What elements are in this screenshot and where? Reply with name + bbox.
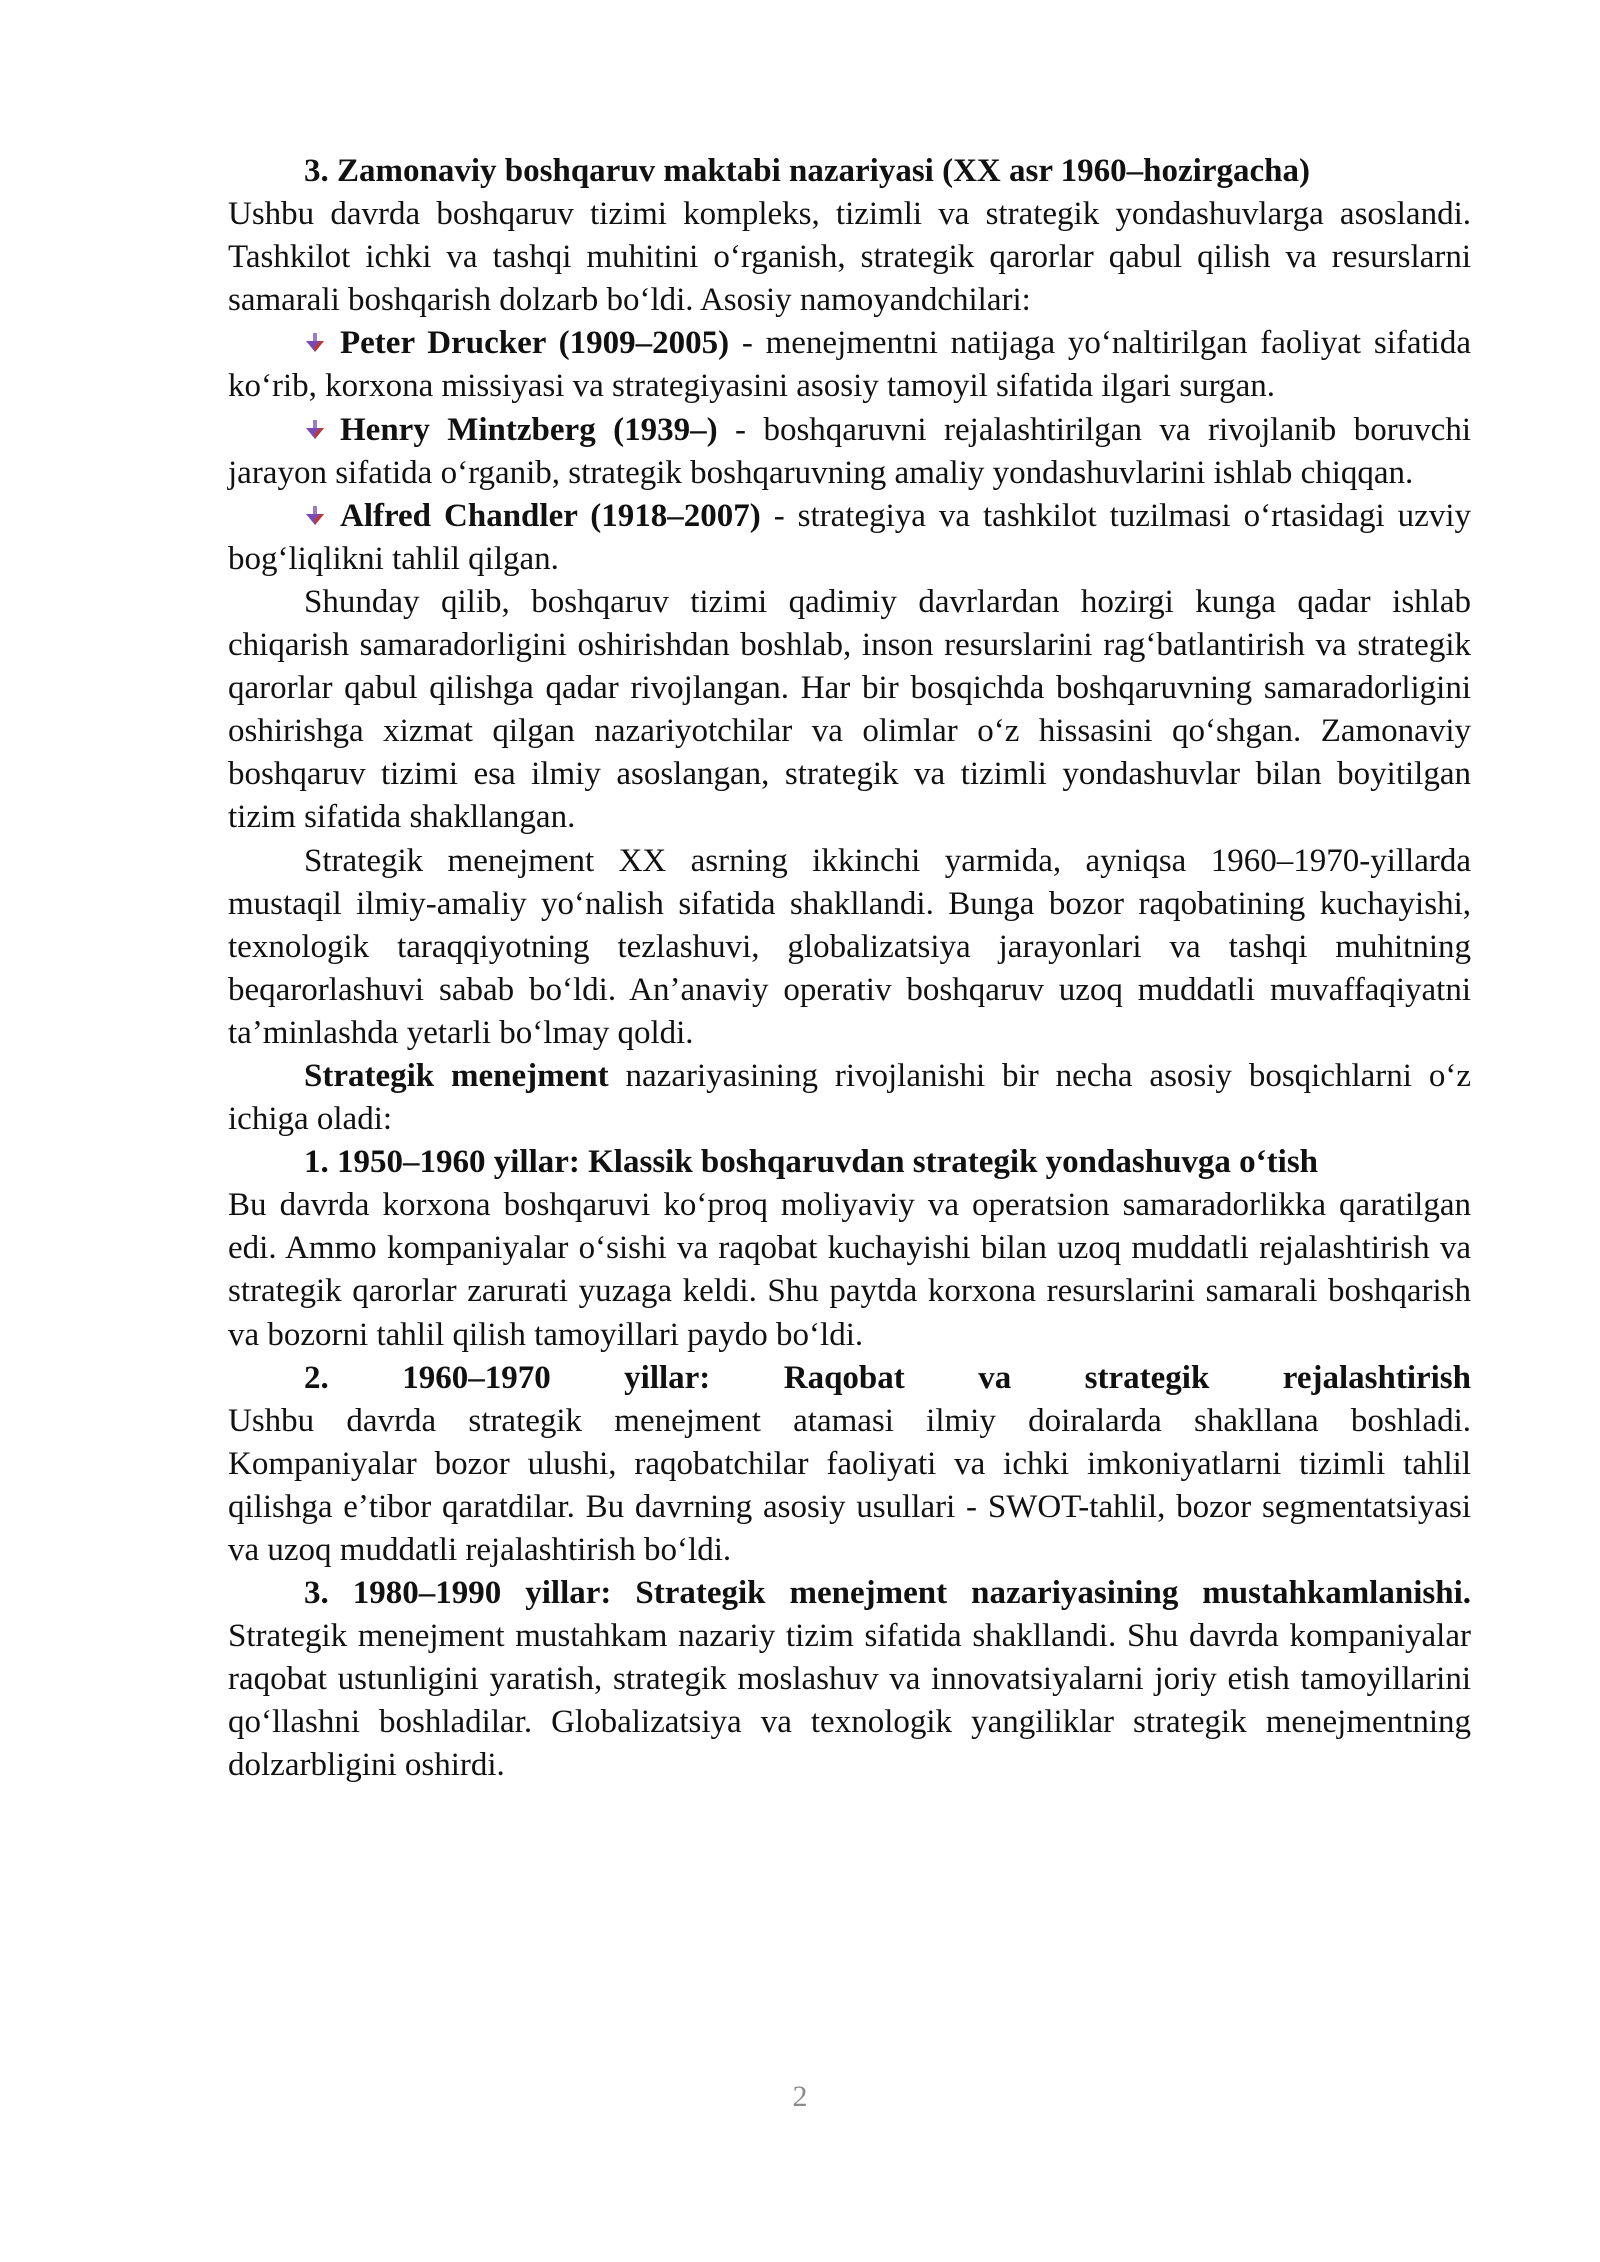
down-arrow-icon xyxy=(304,332,326,354)
stage2-body: Ushbu davrda strategik menejment atamasi ilmiy doiralarda shakllana boshladi. Kompaniyalar bozor ulushi, raqobatchilar faoliyati va ichki imkoniyatlarni tizimli tahlil qilishga eʼtibor qaratdilar. Bu davrning asosiy usullari - SWOT-tahlil, bozor segmentatsiyasi va uzoq muddatli rejalashtirish boʻldi. xyxy=(228,1402,1471,1568)
stages-intro-bold: Strategik menejment xyxy=(304,1057,609,1094)
representative-text: - boshqaruvni rejalashtirilgan va rivojlanib boruvchi jarayon sifatida oʻrganib, strategik boshqaruvning amaliy yondashuvlarini ishlab chiqqan. xyxy=(228,411,1471,491)
stage1-block xyxy=(228,1141,1471,1356)
stage3-block xyxy=(228,1572,1471,1787)
page-content xyxy=(228,150,1471,1788)
representative-item xyxy=(228,495,1471,581)
stage2-heading: 2. 1960–1970 yillar: Raqobat va strategik rejalashtirish xyxy=(304,1359,1471,1396)
stage3-heading: 3. 1980–1990 yillar: Strategik menejment nazariyasining mustahkamlanishi. xyxy=(304,1575,1471,1612)
representative-name: Alfred Chandler (1918–2007) xyxy=(340,497,761,534)
stage2-block xyxy=(228,1357,1471,1572)
representative-name: Peter Drucker (1909–2005) xyxy=(340,325,730,362)
representative-text: - menejmentni natijaga yoʻnaltirilgan faoliyat sifatida koʻrib, korxona missiyasi va strategiyasini asosiy tamoyil sifatida ilgari surgan. xyxy=(228,325,1471,405)
stage1-heading: 1. 1950–1960 yillar: Klassik boshqaruvdan strategik yondashuvga oʻtish xyxy=(304,1144,1319,1181)
strategic-paragraph: Strategik menejment XX asrning ikkinchi yarmida, ayniqsa 1960–1970-yillarda mustaqil ilmiy-amaliy yoʻnalish sifatida shakllandi. Bunga bozor raqobatining kuchayishi, texnologik taraqqiyotning tezlashuvi, globalizatsiya jarayonlari va tashqi muhitning beqarorlashuvi sabab boʻldi. Anʼanaviy operativ boshqaruv uzoq muddatli muvaffaqiyatni taʼminlashda yetarli boʻlmay qoldi. xyxy=(228,842,1471,1051)
stage3-body: Strategik menejment mustahkam nazariy tizim sifatida shakllandi. Shu davrda kompaniyalar raqobat ustunligini yaratish, strategik moslashuv va innovatsiyalarni joriy etish tamoyillarini qoʻllashni boshladilar. Globalizatsiya va texnologik yangiliklar strategik menejmentning dolzarbligini oshirdi. xyxy=(228,1618,1471,1784)
section3-block xyxy=(228,150,1471,322)
down-arrow-icon xyxy=(304,505,326,527)
section3-body: Ushbu davrda boshqaruv tizimi kompleks, tizimli va strategik yondashuvlarga asoslandi. Tashkilot ichki va tashqi muhitini oʻrganish, strategik qarorlar qabul qilish va resurslarni samarali boshqarish dolzarb boʻldi. Asosiy namoyandchilari: xyxy=(228,196,1471,319)
down-arrow-icon xyxy=(304,419,326,441)
representative-item xyxy=(228,409,1471,495)
representative-item xyxy=(228,322,1471,408)
representative-text: - strategiya va tashkilot tuzilmasi oʻrtasidagi uzviy bogʻliqlikni tahlil qilgan. xyxy=(228,497,1471,577)
section3-heading: 3. Zamonaviy boshqaruv maktabi nazariyasi (XX asr 1960–hozirgacha) xyxy=(304,153,1310,189)
stage1-body: Bu davrda korxona boshqaruvi koʻproq moliyaviy va operatsion samaradorlikka qaratilgan edi. Ammo kompaniyalar oʻsishi va raqobat kuchayishi bilan uzoq muddatli rejalashtirish va strategik qarorlar zarurati yuzaga keldi. Shu paytda korxona resurslarini samarali boshqarish va bozorni tahlil qilish tamoyillari paydo boʻldi. xyxy=(228,1187,1471,1353)
page-number: 2 xyxy=(792,2080,808,2113)
stages-intro-rest: nazariyasining rivojlanishi bir necha asosiy bosqichlarni oʻz ichiga oladi: xyxy=(228,1057,1471,1138)
representative-name: Henry Mintzberg (1939–) xyxy=(340,411,718,448)
stages-intro-paragraph xyxy=(228,1055,1471,1141)
summary-paragraph: Shunday qilib, boshqaruv tizimi qadimiy davrlardan hozirgi kunga qadar ishlab chiqarish samaradorligini oshirishdan boshlab, inson resurslarini ragʻbatlantirish va strategik qarorlar qabul qilishga qadar rivojlangan. Har bir bosqichda boshqaruvning samaradorligini oshirishga xizmat qilgan nazariyotchilar va olimlar oʻz hissasini qoʻshgan. Zamonaviy boshqaruv tizimi esa ilmiy asoslangan, strategik va tizimli yondashuvlar bilan boyitilgan tizim sifatida shakllangan. xyxy=(228,583,1471,836)
